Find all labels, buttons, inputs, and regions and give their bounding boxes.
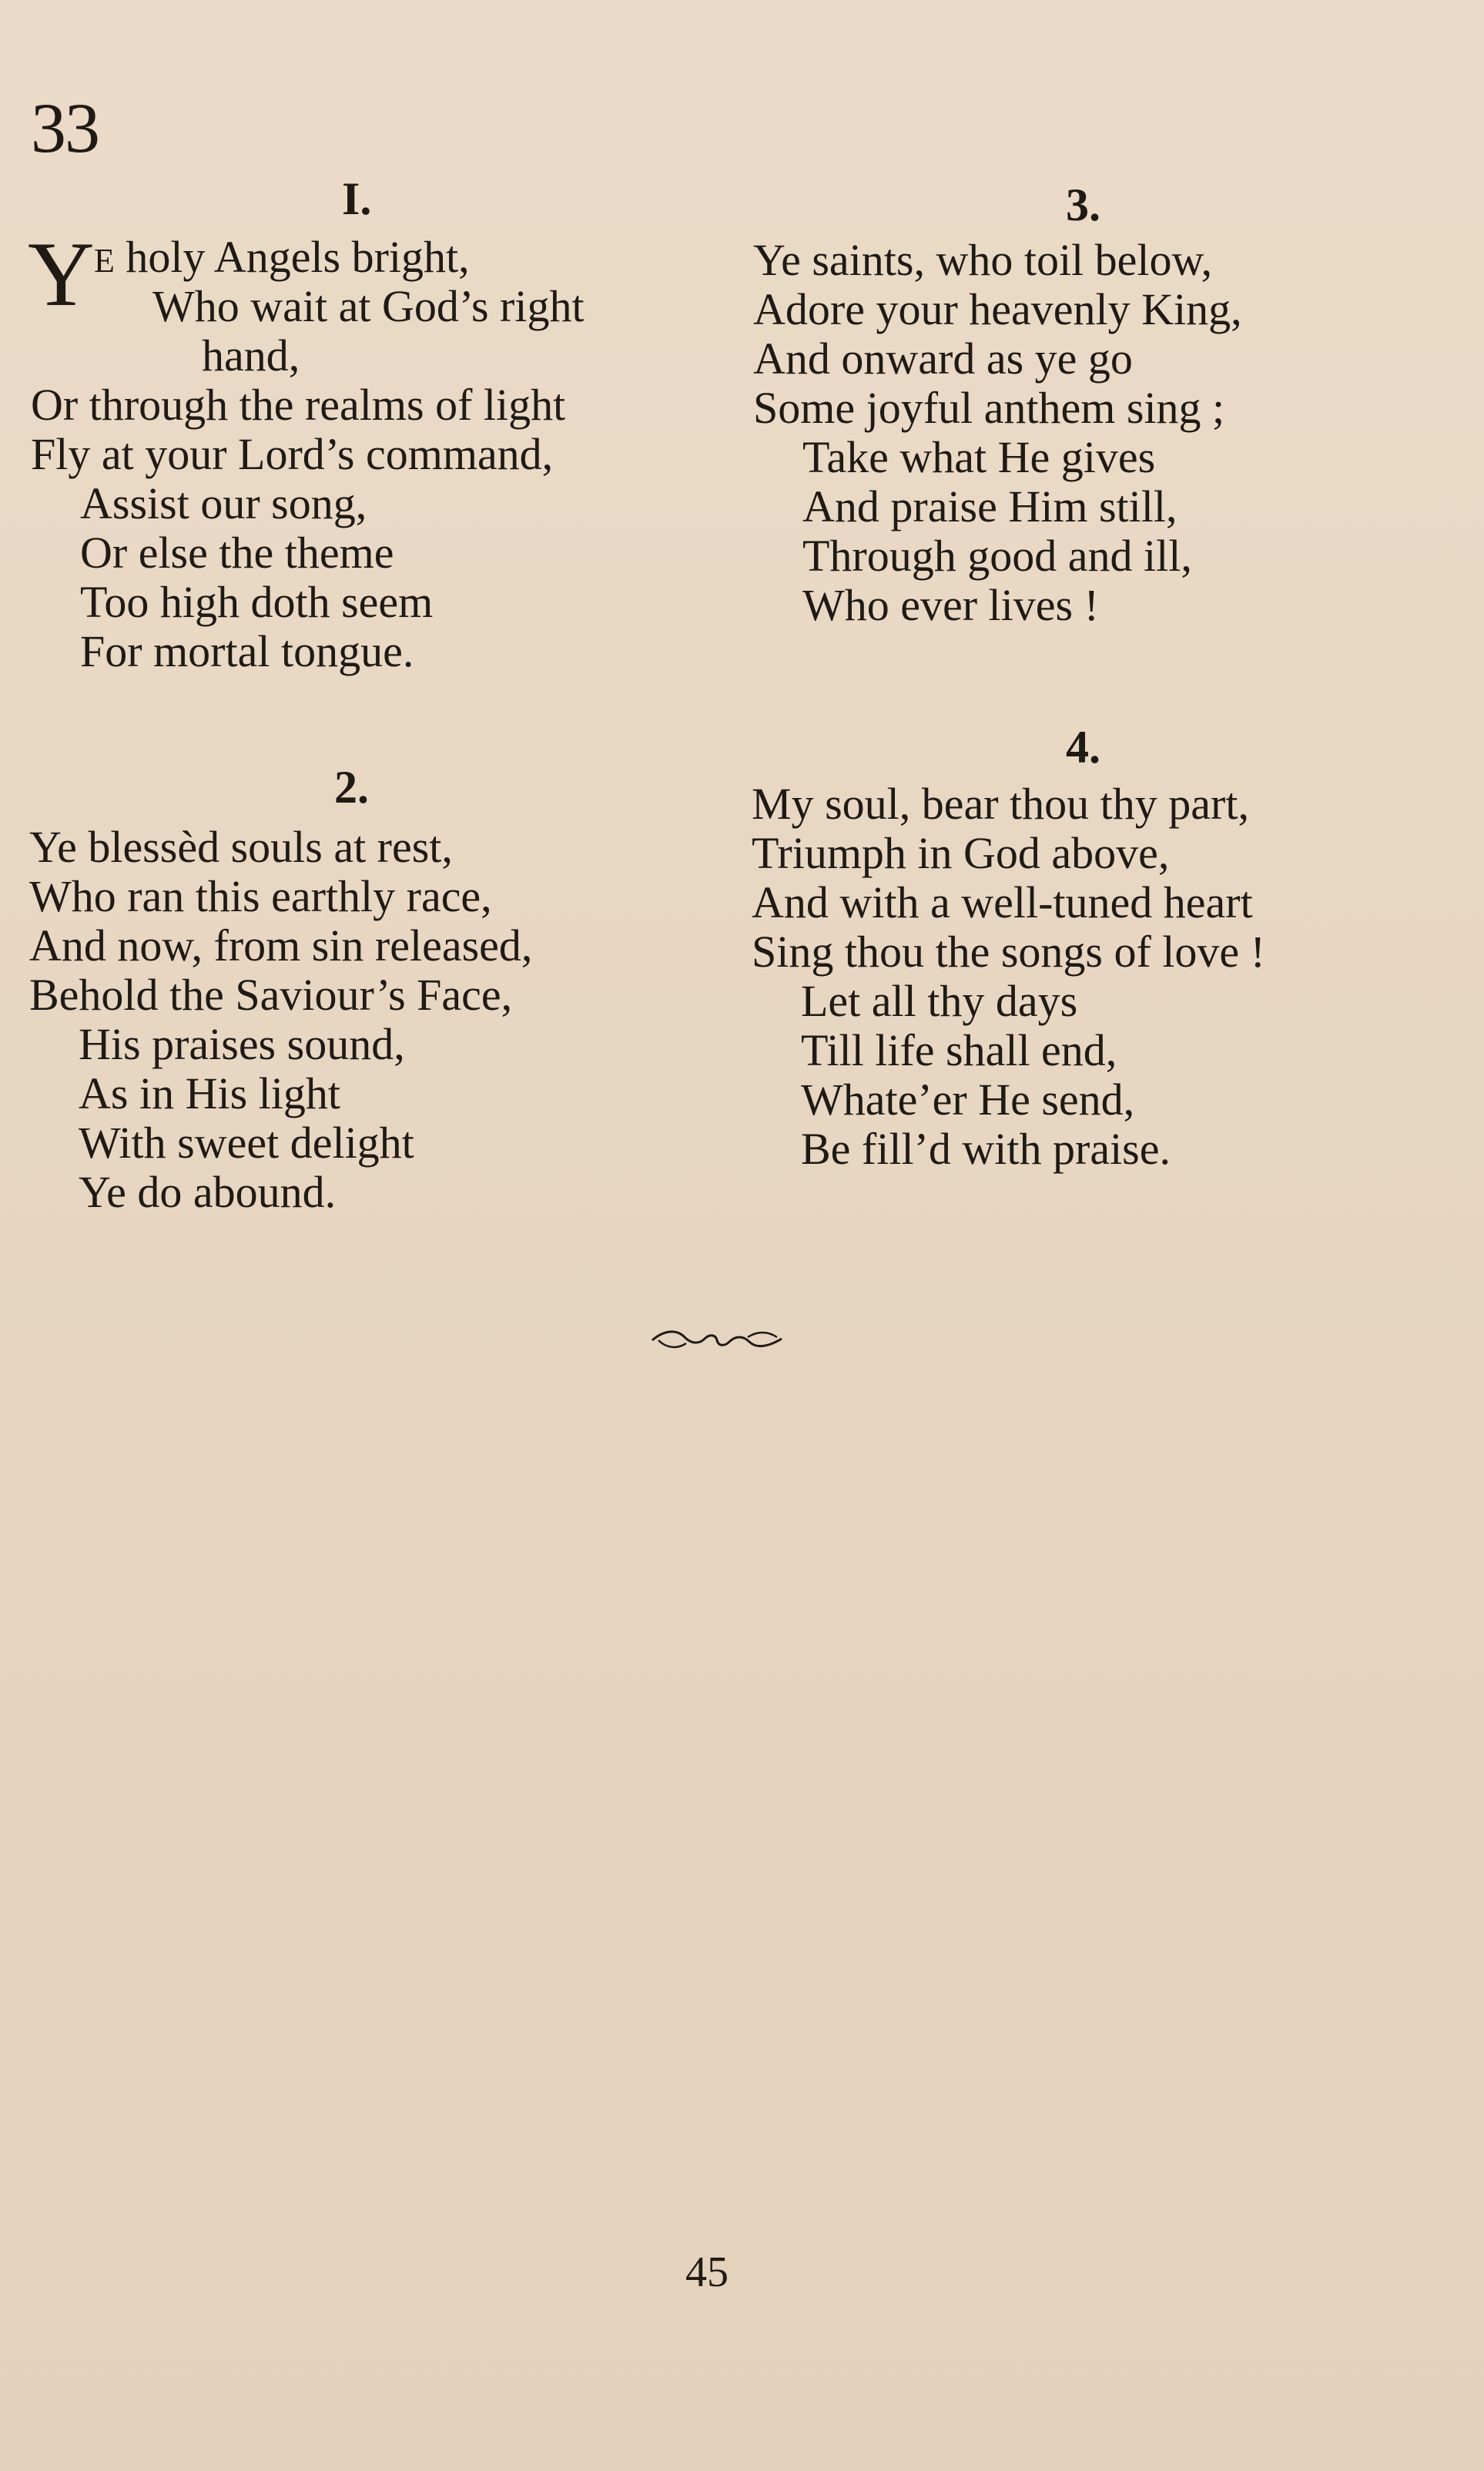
verse-line: Or through the realms of light bbox=[31, 380, 566, 430]
verse-line: And with a well-tuned heart bbox=[752, 877, 1253, 927]
verse-line: Assist our song, bbox=[80, 478, 367, 528]
verse-line: Some joyful anthem sing ; bbox=[753, 383, 1225, 433]
verse-line: And now, from sin released, bbox=[29, 920, 533, 971]
verse-line: My soul, bear thou thy part, bbox=[752, 779, 1249, 829]
verse-line: Adore your heavenly King, bbox=[753, 284, 1242, 334]
verse-line: As in His light bbox=[79, 1068, 340, 1118]
verse-3 bbox=[753, 236, 1242, 630]
verse-1-line-1 bbox=[94, 233, 470, 286]
verse-number-4: 4. bbox=[1066, 722, 1100, 773]
verse-line: Fly at your Lord’s command, bbox=[31, 429, 554, 479]
hymn-number: 33 bbox=[31, 89, 99, 167]
verse-line: Behold the Saviour’s Face, bbox=[29, 970, 513, 1020]
verse-line: Be fill’d with praise. bbox=[801, 1124, 1171, 1174]
verse-line: Let all thy days bbox=[801, 976, 1078, 1026]
verse-number-1: I. bbox=[342, 173, 372, 224]
verse-line: hand, bbox=[202, 330, 300, 381]
verse-line: Ye blessèd souls at rest, bbox=[29, 822, 453, 872]
verse-line: His praises sound, bbox=[79, 1019, 405, 1069]
verse-line: Till life shall end, bbox=[801, 1025, 1117, 1075]
verse-line: With sweet delight bbox=[79, 1118, 414, 1168]
verse-line: For mortal tongue. bbox=[80, 626, 414, 676]
scroll-ornament-icon bbox=[651, 1326, 783, 1354]
verse-number-3: 3. bbox=[1066, 179, 1100, 230]
verse-line: Who wait at God’s right bbox=[152, 281, 585, 331]
verse-line: Ye do abound. bbox=[79, 1167, 337, 1217]
verse-line: Or else the theme bbox=[80, 528, 394, 578]
verse-1-line-1-text: holy Angels bright, bbox=[114, 232, 470, 282]
verse-line: Take what He gives bbox=[802, 432, 1156, 482]
verse-line: And praise Him still, bbox=[802, 481, 1177, 531]
verse-4 bbox=[752, 780, 1265, 1174]
verse-line: Too high doth seem bbox=[80, 577, 434, 627]
verse-number-2: 2. bbox=[334, 762, 369, 813]
small-cap-letter: E bbox=[94, 242, 115, 280]
verse-2 bbox=[29, 823, 532, 1217]
verse-line: Sing thou the songs of love ! bbox=[752, 927, 1265, 977]
verse-line: Whate’er He send, bbox=[801, 1075, 1135, 1125]
verse-line: Who ran this earthly race, bbox=[29, 871, 492, 921]
verse-line: Through good and ill, bbox=[802, 531, 1192, 581]
verse-line: Triumph in God above, bbox=[752, 828, 1170, 878]
verse-line: Who ever lives ! bbox=[802, 580, 1099, 630]
verse-line: Ye saints, who toil below, bbox=[753, 235, 1213, 285]
drop-cap: Y bbox=[28, 223, 95, 325]
verse-1 bbox=[31, 282, 585, 676]
page-number: 45 bbox=[685, 2248, 729, 2296]
verse-line: And onward as ye go bbox=[753, 334, 1133, 384]
